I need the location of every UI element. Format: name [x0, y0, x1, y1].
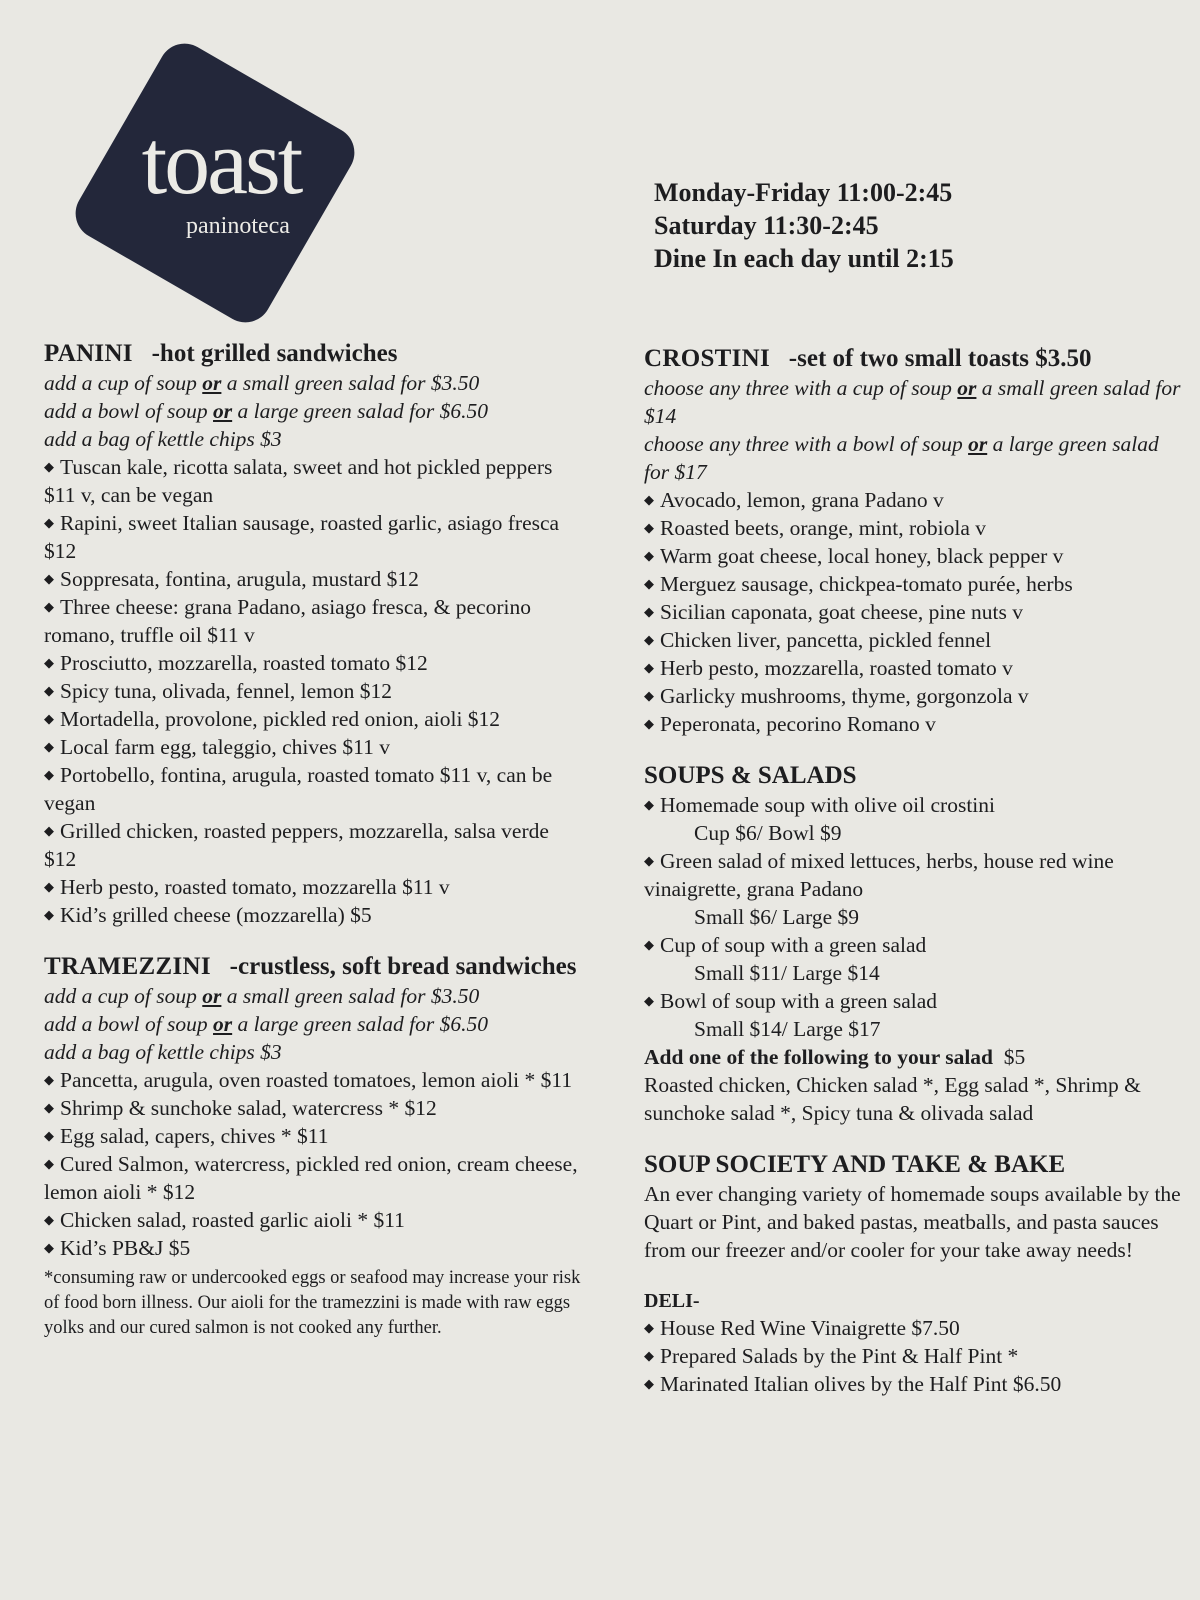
tramezzini-addons	[44, 982, 584, 1066]
menu-item	[44, 1234, 584, 1262]
opening-hours	[654, 176, 954, 275]
bullet-icon: ◆	[644, 797, 654, 812]
bullet-icon: ◆	[44, 683, 54, 698]
menu-item-text: Sicilian caponata, goat cheese, pine nuts v	[660, 600, 1023, 624]
addon-text: a large green salad for $6.50	[232, 399, 488, 423]
tramezzini-title: TRAMEZZINI	[44, 953, 211, 980]
bullet-icon: ◆	[644, 548, 654, 563]
bullet-icon: ◆	[44, 907, 54, 922]
bullet-icon: ◆	[44, 739, 54, 754]
addon-line	[44, 397, 584, 425]
crostini-heading	[644, 343, 1184, 374]
hours-line: Dine In each day until 2:15	[654, 244, 954, 273]
soup-item-price: Small $11/ Large $14	[694, 961, 880, 985]
menu-item-text: Grilled chicken, roasted peppers, mozzarella, salsa verde $12	[44, 819, 549, 871]
menu-item-text: Kid’s PB&J $5	[60, 1236, 191, 1260]
salad-addon-options: Roasted chicken, Chicken salad *, Egg salad *, Shrimp & sunchoke salad *, Spicy tuna & olivada salad	[644, 1073, 1141, 1125]
deli-item-text: Marinated Italian olives by the Half Pint $6.50	[660, 1372, 1062, 1396]
soup-item	[644, 931, 1184, 959]
soup-item-text: Homemade soup with olive oil crostini	[660, 793, 995, 817]
addon-line	[44, 425, 584, 453]
bullet-icon: ◆	[44, 767, 54, 782]
tramezzini-subtitle: -crustless, soft bread sandwiches	[229, 953, 577, 980]
toast-logo	[70, 38, 360, 328]
menu-item	[644, 682, 1184, 710]
bullet-icon: ◆	[44, 515, 54, 530]
addon-text: a small green salad for $3.50	[221, 371, 480, 395]
addon-line	[44, 369, 584, 397]
menu-item-text: Tuscan kale, ricotta salata, sweet and hot pickled peppers $11 v, can be vegan	[44, 455, 553, 507]
bullet-icon: ◆	[644, 853, 654, 868]
menu-item	[644, 710, 1184, 738]
bullet-icon: ◆	[644, 993, 654, 1008]
menu-item-text: Rapini, sweet Italian sausage, roasted garlic, asiago fresca $12	[44, 511, 560, 563]
bullet-icon: ◆	[44, 655, 54, 670]
crostini-addons	[644, 374, 1184, 486]
menu-item-text: Peperonata, pecorino Romano v	[660, 712, 936, 736]
menu-item-text: Local farm egg, taleggio, chives $11 v	[60, 735, 390, 759]
soups-heading: SOUPS & SALADS	[644, 762, 857, 789]
menu-item	[44, 649, 584, 677]
addon-line	[44, 1010, 584, 1038]
panini-addons	[44, 369, 584, 453]
addon-or: or	[202, 984, 222, 1008]
menu-item	[44, 565, 584, 593]
panini-heading	[44, 338, 584, 369]
bullet-icon: ◆	[44, 1240, 54, 1255]
menu-item	[644, 570, 1184, 598]
menu-item-text: Three cheese: grana Padano, asiago fresca, & pecorino romano, truffle oil $11 v	[44, 595, 531, 647]
addon-line	[644, 430, 1184, 486]
addon-text: a large green salad for $6.50	[232, 1012, 488, 1036]
menu-item	[44, 509, 584, 565]
addon-or: or	[213, 399, 233, 423]
bullet-icon: ◆	[44, 571, 54, 586]
menu-item	[644, 514, 1184, 542]
bullet-icon: ◆	[44, 1212, 54, 1227]
bullet-icon: ◆	[644, 937, 654, 952]
soup-item-price: Small $14/ Large $17	[694, 1017, 881, 1041]
addon-line	[644, 374, 1184, 430]
deli-item-text: House Red Wine Vinaigrette $7.50	[660, 1316, 960, 1340]
menu-item	[644, 654, 1184, 682]
panini-title: PANINI	[44, 340, 133, 367]
hours-line: Monday-Friday 11:00-2:45	[654, 178, 953, 207]
bullet-icon: ◆	[44, 1100, 54, 1115]
bullet-icon: ◆	[44, 1156, 54, 1171]
society-text: An ever changing variety of homemade soups available by the Quart or Pint, and baked pastas, meatballs, and pasta sauces from our freezer and/or cooler for your take away needs!	[644, 1182, 1181, 1262]
tramezzini-heading	[44, 951, 584, 982]
addon-text: add a bowl of soup	[44, 1012, 214, 1036]
menu-item	[44, 677, 584, 705]
crostini-title: CROSTINI	[644, 345, 771, 372]
menu-item	[644, 486, 1184, 514]
menu-item-text: Chicken liver, pancetta, pickled fennel	[660, 628, 992, 652]
addon-or: or	[968, 432, 988, 456]
soup-item	[644, 791, 1184, 819]
bullet-icon: ◆	[644, 604, 654, 619]
hours-line: Saturday 11:30-2:45	[654, 211, 879, 240]
menu-item-text: Herb pesto, mozzarella, roasted tomato v	[660, 656, 1013, 680]
soup-item-text: Bowl of soup with a green salad	[660, 989, 938, 1013]
menu-item-text: Chicken salad, roasted garlic aioli * $11	[60, 1208, 405, 1232]
menu-item	[644, 598, 1184, 626]
deli-item-text: Prepared Salads by the Pint & Half Pint *	[660, 1344, 1019, 1368]
soup-item	[644, 987, 1184, 1015]
soup-item-text: Green salad of mixed lettuces, herbs, house red wine vinaigrette, grana Padano	[644, 849, 1114, 901]
menu-item	[44, 1066, 584, 1094]
salad-addon-price: $5	[1003, 1045, 1026, 1069]
menu-item-text: Cured Salmon, watercress, pickled red onion, cream cheese, lemon aioli * $12	[44, 1152, 578, 1204]
menu-item	[44, 593, 584, 649]
deli-item	[644, 1370, 1184, 1398]
menu-item	[44, 1150, 584, 1206]
menu-item-text: Kid’s grilled cheese (mozzarella) $5	[60, 903, 372, 927]
addon-text: choose any three with a bowl of soup	[644, 432, 969, 456]
soup-items	[644, 791, 1184, 1043]
addon-text: add a bag of kettle chips $3	[44, 1040, 282, 1064]
society-heading: SOUP SOCIETY AND TAKE & BAKE	[644, 1151, 1066, 1178]
soup-item-price: Cup $6/ Bowl $9	[694, 821, 842, 845]
addon-text: a small green salad for $3.50	[221, 984, 480, 1008]
bullet-icon: ◆	[44, 711, 54, 726]
addon-text: add a bowl of soup	[44, 399, 214, 423]
menu-item	[44, 705, 584, 733]
deli-item	[644, 1314, 1184, 1342]
logo-wordmark: toast	[141, 111, 301, 213]
bullet-icon: ◆	[644, 1348, 654, 1363]
panini-subtitle: -hot grilled sandwiches	[151, 340, 398, 367]
menu-item	[44, 901, 584, 929]
menu-item-text: Shrimp & sunchoke salad, watercress * $12	[60, 1096, 437, 1120]
menu-item	[44, 1206, 584, 1234]
salad-addon-line	[644, 1043, 1184, 1071]
menu-item-text: Roasted beets, orange, mint, robiola v	[660, 516, 987, 540]
bullet-icon: ◆	[644, 660, 654, 675]
addon-text: a large green salad for $17	[644, 432, 1159, 484]
menu-item	[44, 873, 584, 901]
bullet-icon: ◆	[644, 520, 654, 535]
menu-item	[644, 542, 1184, 570]
panini-items	[44, 453, 584, 929]
bullet-icon: ◆	[644, 1320, 654, 1335]
addon-text: a small green salad for $14	[644, 376, 1181, 428]
menu-item	[44, 733, 584, 761]
bullet-icon: ◆	[44, 1128, 54, 1143]
menu-item	[44, 1094, 584, 1122]
deli-items	[644, 1314, 1184, 1398]
menu-item	[44, 817, 584, 873]
deli-heading: DELI-	[644, 1290, 700, 1312]
addon-text: add a bag of kettle chips $3	[44, 427, 282, 451]
addon-text: add a cup of soup	[44, 984, 203, 1008]
menu-item-text: Soppresata, fontina, arugula, mustard $12	[60, 567, 419, 591]
addon-text: add a cup of soup	[44, 371, 203, 395]
soup-item	[644, 847, 1184, 903]
bullet-icon: ◆	[44, 599, 54, 614]
salad-addon-label: Add one of the following to your salad	[644, 1045, 994, 1069]
bullet-icon: ◆	[44, 823, 54, 838]
addon-or: or	[957, 376, 977, 400]
bullet-icon: ◆	[644, 632, 654, 647]
menu-item-text: Garlicky mushrooms, thyme, gorgonzola v	[660, 684, 1029, 708]
logo-subtitle: paninoteca	[186, 213, 290, 239]
addon-or: or	[213, 1012, 233, 1036]
menu-item-text: Avocado, lemon, grana Padano v	[660, 488, 944, 512]
menu-item	[644, 626, 1184, 654]
menu-item-text: Portobello, fontina, arugula, roasted tomato $11 v, can be vegan	[44, 763, 553, 815]
bullet-icon: ◆	[644, 688, 654, 703]
bullet-icon: ◆	[44, 879, 54, 894]
menu-item	[44, 453, 584, 509]
left-column	[44, 338, 584, 1341]
menu-item-text: Egg salad, capers, chives * $11	[60, 1124, 329, 1148]
crostini-subtitle: -set of two small toasts $3.50	[788, 345, 1092, 372]
soup-item-text: Cup of soup with a green salad	[660, 933, 927, 957]
menu-item-text: Mortadella, provolone, pickled red onion, aioli $12	[60, 707, 501, 731]
addon-line	[44, 982, 584, 1010]
bullet-icon: ◆	[644, 716, 654, 731]
addon-or: or	[202, 371, 222, 395]
menu-item	[44, 1122, 584, 1150]
deli-item	[644, 1342, 1184, 1370]
soup-item-price: Small $6/ Large $9	[694, 905, 860, 929]
food-safety-note: *consuming raw or undercooked eggs or seafood may increase your risk of food born illness. Our aioli for the tramezzini is made with raw eggs yolks and our cured salmon is not cooked any further.	[44, 1268, 581, 1338]
menu-item-text: Spicy tuna, olivada, fennel, lemon $12	[60, 679, 392, 703]
menu-item-text: Herb pesto, roasted tomato, mozzarella $11 v	[60, 875, 450, 899]
bullet-icon: ◆	[44, 459, 54, 474]
right-column	[644, 343, 1184, 1398]
menu-item-text: Pancetta, arugula, oven roasted tomatoes, lemon aioli * $11	[60, 1068, 573, 1092]
addon-line	[44, 1038, 584, 1066]
crostini-items	[644, 486, 1184, 738]
menu-item	[44, 761, 584, 817]
menu-item-text: Prosciutto, mozzarella, roasted tomato $12	[60, 651, 428, 675]
tramezzini-items	[44, 1066, 584, 1262]
bullet-icon: ◆	[644, 576, 654, 591]
bullet-icon: ◆	[644, 1376, 654, 1391]
bullet-icon: ◆	[44, 1072, 54, 1087]
addon-text: choose any three with a cup of soup	[644, 376, 958, 400]
menu-item-text: Warm goat cheese, local honey, black pepper v	[660, 544, 1064, 568]
bullet-icon: ◆	[644, 492, 654, 507]
menu-item-text: Merguez sausage, chickpea-tomato purée, herbs	[660, 572, 1073, 596]
